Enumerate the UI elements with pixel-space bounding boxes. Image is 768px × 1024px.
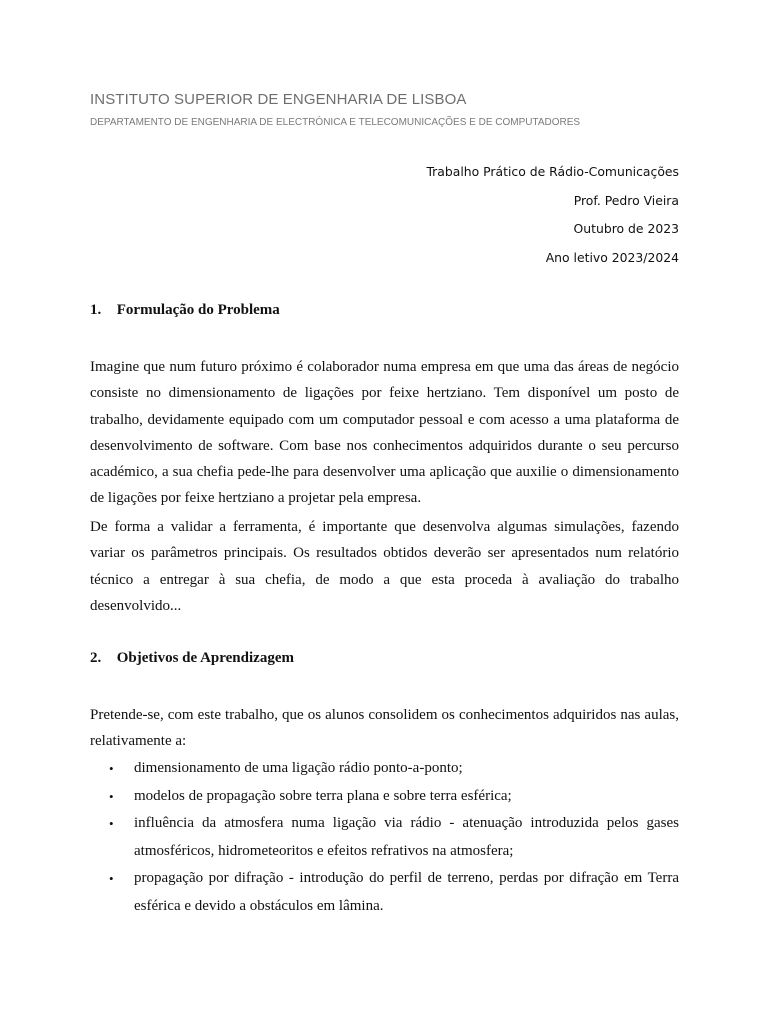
text-line: influência da atmosfera numa ligação via rádio - atenuação introduzida pelos gases	[134, 815, 679, 831]
bullet-icon: •	[109, 788, 114, 804]
text-line: De forma a validar a ferramenta, é importante que desenvolva algumas simulações, fazendo	[90, 519, 679, 535]
institution-name: INSTITUTO SUPERIOR DE ENGENHARIA DE LISBOA	[90, 91, 467, 108]
section-heading-2	[90, 650, 294, 667]
text-line: trabalho, devidamente equipado com um computador pessoal e com acesso a uma plataforma de	[90, 411, 679, 428]
document-date: Outubro de 2023	[573, 221, 679, 237]
list-item	[90, 865, 679, 920]
text-line: propagação por difração - introdução do perfil de terreno, perdas por difração em Terra	[134, 870, 679, 886]
section-heading-1	[90, 302, 280, 319]
bullet-icon: •	[109, 816, 114, 831]
objectives-intro	[90, 702, 679, 755]
text-line: de ligações por feixe hertziano a projetar pela empresa.	[90, 490, 422, 507]
text-line: dimensionamento de uma ligação rádio ponto-a-ponto;	[134, 760, 463, 776]
department-name: DEPARTAMENTO DE ENGENHARIA DE ELECTRÓNICA E TELECOMUNICAÇÕES E DE COMPUTADORES	[90, 117, 581, 128]
bullet-icon: •	[109, 871, 114, 886]
text-line: atmosféricos, hidrometeoritos e efeitos refrativos na atmosfera;	[134, 842, 514, 859]
text-line: consiste no dimensionamento de ligações por feixe hertziano. Tem disponível um posto de	[90, 385, 679, 402]
problem-paragraph-2	[90, 514, 679, 619]
objectives-list	[90, 755, 679, 920]
text-line: técnico a entregar à sua chefia, de modo a que esta proceda à avaliação do trabalho	[90, 571, 679, 588]
list-item	[90, 755, 679, 783]
document-meta	[426, 160, 679, 275]
section-number: 1.	[90, 302, 102, 318]
document-title: Trabalho Prático de Rádio-Comunicações	[426, 164, 679, 179]
text-line: desenvolvido...	[90, 597, 182, 614]
problem-paragraph-1	[90, 354, 679, 512]
professor-name: Prof. Pedro Vieira	[573, 192, 679, 208]
text-line: Imagine que num futuro próximo é colaborador numa empresa em que uma das áreas de negócio	[90, 359, 679, 375]
text-line: Pretende-se, com este trabalho, que os alunos consolidem os conhecimentos adquiridos nas aulas,	[90, 707, 679, 723]
text-line: relativamente a:	[90, 733, 187, 750]
text-line: desenvolvimento de software. Com base nos conhecimentos adquiridos durante o seu percurso	[90, 437, 679, 454]
text-line: variar os parâmetros principais. Os resultados obtidos deverão ser apresentados num relatório	[90, 545, 679, 562]
text-line: académico, a sua chefia pede-lhe para desenvolver uma aplicação que auxilie o dimensionamento	[90, 464, 679, 481]
section-number: 2.	[90, 650, 102, 666]
section-title: Objetivos de Aprendizagem	[116, 650, 294, 666]
list-item	[90, 783, 679, 811]
section-title: Formulação do Problema	[116, 302, 280, 318]
bullet-icon: •	[109, 761, 114, 776]
text-line: modelos de propagação sobre terra plana e sobre terra esférica;	[134, 787, 512, 804]
academic-year: Ano letivo 2023/2024	[545, 250, 679, 266]
text-line: esférica e devido a obstáculos em lâmina.	[134, 897, 384, 914]
list-item	[90, 810, 679, 865]
